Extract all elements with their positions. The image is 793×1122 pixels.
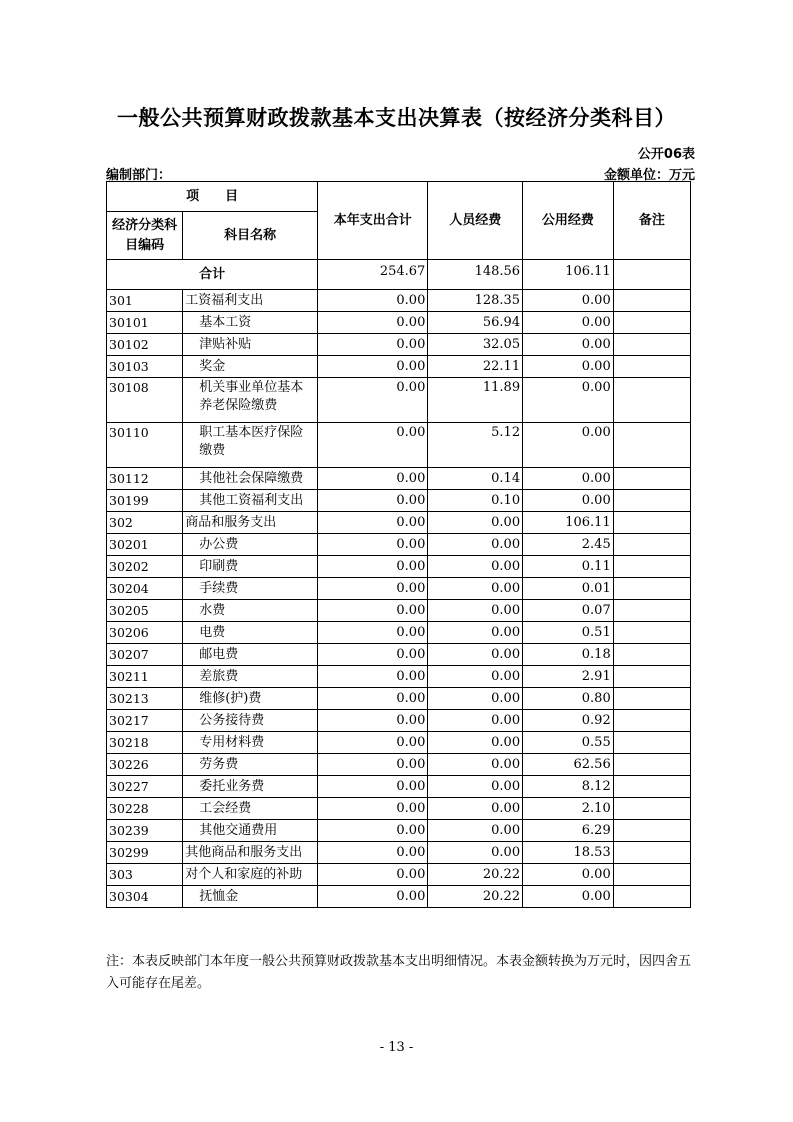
row-personnel: 0.00 [428,776,523,798]
row-code: 30226 [107,754,183,776]
table-row [107,842,691,864]
row-total: 0.00 [318,534,428,556]
row-public: 18.53 [523,842,614,864]
table-row [107,710,691,732]
row-total: 0.00 [318,312,428,334]
header-code: 经济分类科目编码 [107,212,183,260]
row-code: 30217 [107,710,183,732]
row-name: 其他社会保障缴费 [183,468,318,490]
form-number: 公开06表 [637,147,695,162]
row-name: 其他工资福利支出 [183,490,318,512]
row-total: 0.00 [318,600,428,622]
row-note [613,820,690,842]
table-row [107,556,691,578]
row-note [613,622,690,644]
row-total: 0.00 [318,622,428,644]
row-note [613,334,690,356]
table-row [107,688,691,710]
row-code: 30299 [107,842,183,864]
row-code: 303 [107,864,183,886]
summary-personnel: 148.56 [428,260,523,290]
row-personnel: 0.00 [428,600,523,622]
row-public: 62.56 [523,754,614,776]
row-name: 差旅费 [183,666,318,688]
row-personnel: 20.22 [428,886,523,908]
table-row [107,356,691,378]
row-total: 0.00 [318,864,428,886]
unit-label: 金额单位：万元 [603,168,695,183]
row-code: 30103 [107,356,183,378]
row-personnel: 0.00 [428,512,523,534]
row-note [613,886,690,908]
row-note [613,578,690,600]
row-total: 0.00 [318,512,428,534]
row-note [613,512,690,534]
row-code: 30227 [107,776,183,798]
row-public: 0.92 [523,710,614,732]
row-note [613,754,690,776]
page-title: 一般公共预算财政拨款基本支出决算表（按经济分类科目） [117,106,676,130]
row-personnel: 0.00 [428,732,523,754]
row-code: 30101 [107,312,183,334]
row-public: 0.00 [523,864,614,886]
row-public: 0.80 [523,688,614,710]
row-note [613,312,690,334]
row-name: 工会经费 [183,798,318,820]
row-code: 30102 [107,334,183,356]
row-total: 0.00 [318,334,428,356]
row-code: 301 [107,290,183,312]
table-row [107,512,691,534]
row-note [613,842,690,864]
row-note [613,556,690,578]
row-public: 0.11 [523,556,614,578]
table-row [107,644,691,666]
table-row [107,534,691,556]
row-public: 6.29 [523,820,614,842]
table-row [107,886,691,908]
row-name: 印刷费 [183,556,318,578]
row-public: 0.00 [523,378,614,423]
row-note [613,798,690,820]
row-code: 30205 [107,600,183,622]
summary-row [107,260,691,290]
header-personnel: 人员经费 [428,182,523,260]
row-total: 0.00 [318,468,428,490]
row-total: 0.00 [318,710,428,732]
row-name: 职工基本医疗保险缴费 [183,423,318,468]
row-total: 0.00 [318,688,428,710]
table-row [107,776,691,798]
row-personnel: 0.14 [428,468,523,490]
table-row [107,732,691,754]
row-public: 0.51 [523,622,614,644]
page-number: - 13 - [379,1040,414,1055]
table-row [107,578,691,600]
row-total: 0.00 [318,732,428,754]
row-public: 0.00 [523,312,614,334]
row-code: 302 [107,512,183,534]
row-public: 0.00 [523,290,614,312]
row-name: 机关事业单位基本养老保险缴费 [183,378,318,423]
row-total: 0.00 [318,356,428,378]
row-name: 手续费 [183,578,318,600]
row-note [613,468,690,490]
row-name: 委托业务费 [183,776,318,798]
row-code: 30213 [107,688,183,710]
header-project: 项 目 [107,182,318,212]
row-personnel: 0.00 [428,820,523,842]
row-note [613,776,690,798]
row-personnel: 0.00 [428,842,523,864]
row-total: 0.00 [318,423,428,468]
row-code: 30206 [107,622,183,644]
table-row [107,754,691,776]
row-personnel: 0.00 [428,710,523,732]
row-note [613,423,690,468]
row-note [613,644,690,666]
row-personnel: 0.00 [428,578,523,600]
row-name: 其他交通费用 [183,820,318,842]
table-row [107,378,691,423]
row-personnel: 0.00 [428,556,523,578]
row-personnel: 5.12 [428,423,523,468]
row-personnel: 0.00 [428,798,523,820]
row-total: 0.00 [318,886,428,908]
row-total: 0.00 [318,754,428,776]
row-total: 0.00 [318,820,428,842]
row-name: 津贴补贴 [183,334,318,356]
row-public: 0.00 [523,356,614,378]
row-total: 0.00 [318,378,428,423]
row-public: 0.00 [523,490,614,512]
row-name: 公务接待费 [183,710,318,732]
row-code: 30110 [107,423,183,468]
table-row [107,468,691,490]
table-row [107,423,691,468]
row-code: 30204 [107,578,183,600]
table-row [107,290,691,312]
row-personnel: 32.05 [428,334,523,356]
row-note [613,666,690,688]
row-name: 商品和服务支出 [183,512,318,534]
row-personnel: 56.94 [428,312,523,334]
row-personnel: 22.11 [428,356,523,378]
table-row [107,490,691,512]
header-public: 公用经费 [523,182,614,260]
table-row [107,334,691,356]
row-total: 0.00 [318,578,428,600]
row-name: 奖金 [183,356,318,378]
row-note [613,732,690,754]
row-name: 对个人和家庭的补助 [183,864,318,886]
row-name: 维修(护)费 [183,688,318,710]
row-personnel: 128.35 [428,290,523,312]
row-name: 专用材料费 [183,732,318,754]
table-row [107,312,691,334]
summary-note-cell [613,260,690,290]
header-total: 本年支出合计 [318,182,428,260]
row-total: 0.00 [318,666,428,688]
row-public: 0.55 [523,732,614,754]
row-name: 劳务费 [183,754,318,776]
row-total: 0.00 [318,798,428,820]
row-total: 0.00 [318,290,428,312]
row-note [613,356,690,378]
row-note [613,378,690,423]
row-name: 其他商品和服务支出 [183,842,318,864]
row-note [613,600,690,622]
row-code: 30108 [107,378,183,423]
row-public: 2.10 [523,798,614,820]
row-public: 2.91 [523,666,614,688]
row-public: 0.00 [523,423,614,468]
row-personnel: 0.10 [428,490,523,512]
row-personnel: 11.89 [428,378,523,423]
row-name: 水费 [183,600,318,622]
row-name: 工资福利支出 [183,290,318,312]
row-total: 0.00 [318,644,428,666]
row-code: 30228 [107,798,183,820]
row-total: 0.00 [318,842,428,864]
row-code: 30239 [107,820,183,842]
row-note [613,864,690,886]
row-code: 30304 [107,886,183,908]
header-note: 备注 [613,182,690,260]
row-total: 0.00 [318,556,428,578]
row-code: 30207 [107,644,183,666]
table-row [107,798,691,820]
row-personnel: 0.00 [428,688,523,710]
row-code: 30201 [107,534,183,556]
expenditure-table [106,181,691,908]
row-personnel: 0.00 [428,666,523,688]
row-public: 0.00 [523,886,614,908]
row-public: 2.45 [523,534,614,556]
row-note [613,290,690,312]
row-personnel: 0.00 [428,622,523,644]
row-public: 8.12 [523,776,614,798]
table-row [107,864,691,886]
row-note [613,688,690,710]
row-name: 基本工资 [183,312,318,334]
row-note [613,490,690,512]
row-name: 抚恤金 [183,886,318,908]
row-code: 30218 [107,732,183,754]
row-total: 0.00 [318,776,428,798]
row-personnel: 0.00 [428,754,523,776]
row-public: 0.18 [523,644,614,666]
summary-public: 106.11 [523,260,614,290]
row-code: 30202 [107,556,183,578]
table-row [107,622,691,644]
row-note [613,710,690,732]
row-code: 30199 [107,490,183,512]
row-personnel: 20.22 [428,864,523,886]
summary-total: 254.67 [318,260,428,290]
row-note [613,534,690,556]
table-row [107,666,691,688]
row-public: 0.00 [523,468,614,490]
summary-label: 合计 [107,260,318,290]
row-code: 30211 [107,666,183,688]
row-name: 邮电费 [183,644,318,666]
row-personnel: 0.00 [428,644,523,666]
row-public: 0.00 [523,334,614,356]
table-footnote: 注：本表反映部门本年度一般公共预算财政拨款基本支出明细情况。本表金额转换为万元时，因四舍五入可能存在尾差。 [106,954,692,991]
header-name: 科目名称 [183,212,318,260]
row-total: 0.00 [318,490,428,512]
dept-label: 编制部门： [106,168,172,183]
row-public: 106.11 [523,512,614,534]
row-public: 0.01 [523,578,614,600]
row-public: 0.07 [523,600,614,622]
row-code: 30112 [107,468,183,490]
row-name: 电费 [183,622,318,644]
table-row [107,600,691,622]
table-row [107,820,691,842]
row-name: 办公费 [183,534,318,556]
row-personnel: 0.00 [428,534,523,556]
